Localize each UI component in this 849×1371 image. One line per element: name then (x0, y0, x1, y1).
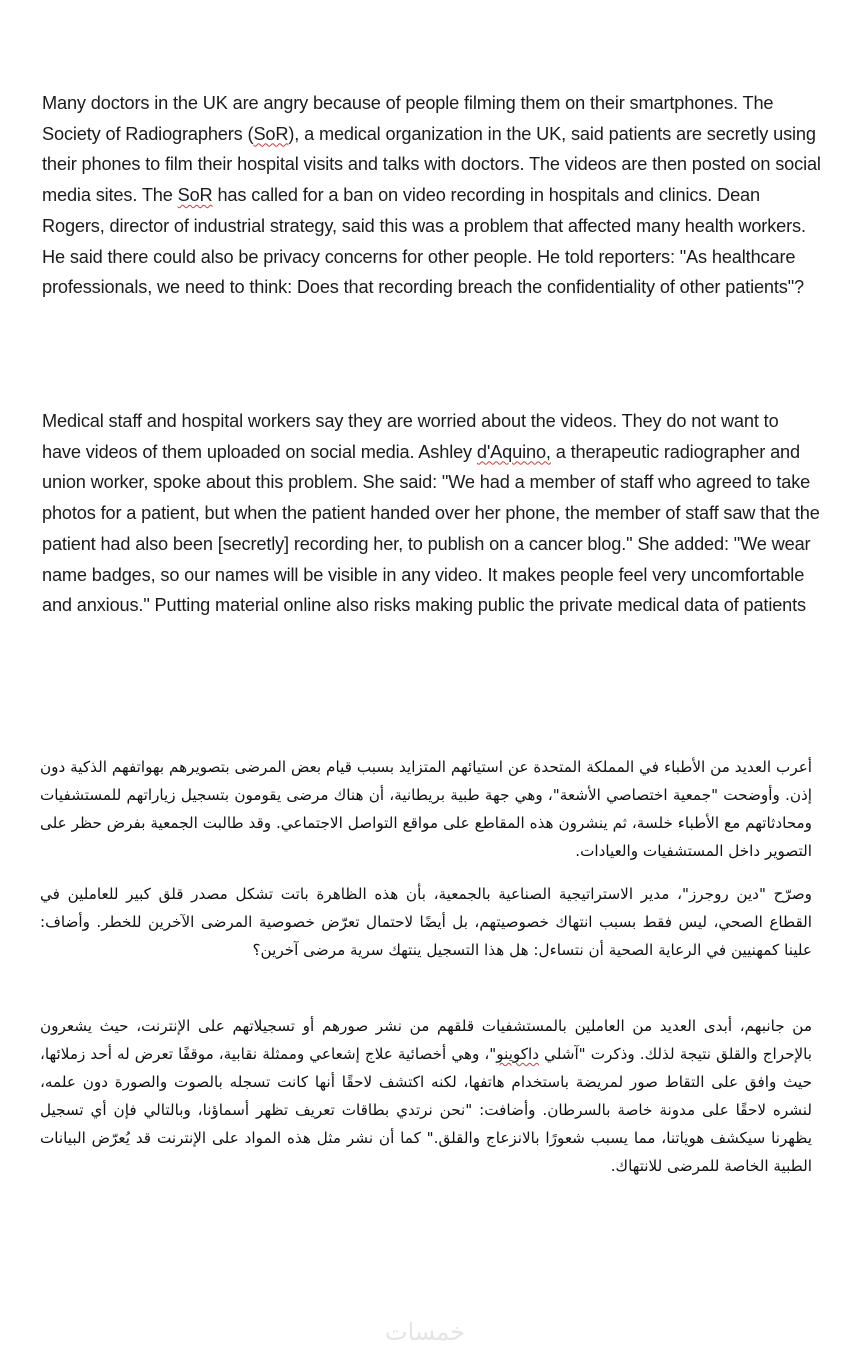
spellcheck-flagged-word[interactable]: SoR (177, 185, 213, 206)
arabic-paragraph-3 (40, 1012, 812, 1180)
text-run: Medical staff and hospital workers say they are worried about the videos. They do not want to have videos of them uploaded on social media. Ashley (42, 411, 779, 462)
text-run: "، وهي أخصائية علاج إشعاعي وممثلة نقابية، موقفًا تعرض له أحد زملائها، حيث وافق على التقاط صور لمريضة باستخدام هاتفها، لكنه اكتشف لاحقًا أنها كانت تسجله بالصوت والصورة دون علمه، لنشره لاحقًا على مدونة خاصة بالسرطان. وأضافت: "نحن نرتدي بطاقات تعريف تظهر أسماؤنا، وبالتالي فإن أي تسجيل يظهرنا سيكشف هوياتنا، مما يسبب شعورًا بالانزعاج والقلق." كما أن نشر مثل هذه المواد على الإنترنت قد يُعرّض البيانات الطبية الخاصة للمرضى للانتهاك. (40, 1045, 812, 1175)
arabic-paragraph-2: وصرّح "دين روجرز"، مدير الاستراتيجية الصناعية بالجمعية، بأن هذه الظاهرة باتت تشكل مصدر قلق كبير للعاملين في القطاع الصحي، ليس فقط بسبب انتهاك خصوصيتهم، بل أيضًا لاحتمال تعرّض خصوصية المرضى الآخرين للخطر. وأضاف: علينا كمهنيين في الرعاية الصحية أن نتساءل: هل هذا التسجيل ينتهك سرية مرضى آخرين؟ (40, 885, 812, 959)
text-run: ), a medical organization in the UK, said patients are secretly using their phones to film their hospital visits and talks with doctors. The videos are then posted on social media sites. The (42, 123, 821, 206)
watermark-logo: خمسات (384, 1318, 466, 1346)
arabic-paragraph-1: أعرب العديد من الأطباء في المملكة المتحدة عن استيائهم المتزايد بسبب قيام بعض المرضى بتصويرهم بهواتفهم الذكية دون إذن. وأوضحت "جمعية اختصاصي الأشعة"، وهي جهة طبية بريطانية، أن هناك مرضى يقومون بتسجيل زياراتهم للمستشفيات ومحادثاتهم مع الأطباء خلسة، ثم ينشرون هذه المقاطع على مواقع التواصل الاجتماعي. وقد طالبت الجمعية بفرض حظر على التصوير داخل المستشفيات والعيادات. (40, 758, 812, 860)
english-paragraph-1 (42, 88, 822, 303)
english-paragraph-2 (42, 406, 822, 621)
text-run: has called for a ban on video recording in hospitals and clinics. Dean Rogers, director of industrial strategy, said this was a problem that affected many health workers. He said there could also be privacy concerns for other people. He told reporters: "As healthcare professionals, we need to think: Does that recording breach the confidentiality of other patients"? (42, 185, 806, 298)
spellcheck-flagged-word[interactable]: داكوينو (496, 1045, 539, 1063)
text-run: a therapeutic radiographer and union worker, spoke about this problem. She said: "We had a member of staff who agreed to take photos for a patient, but when the patient handed over her phone, the member of staff saw that the patient had also been [secretly] recording her, to publish on a cancer blog." She added: "We wear name badges, so our names will be visible in any video. It makes people feel very uncomfortable and anxious." Putting material online also risks making public the private medical data of patients (42, 441, 820, 616)
text-run: من جانبهم، أبدى العديد من العاملين بالمستشفيات قلقهم من نشر صورهم أو تسجيلاتهم على الإنترنت، حيث يشعرون بالإحراج والقلق نتيجة لذلك. وذكرت "آشلي (40, 1017, 813, 1063)
spellcheck-flagged-word[interactable]: d'Aquino, (476, 441, 551, 462)
text-run: Many doctors in the UK are angry because of people filming them on their smartphones. The Society of Radiographers ( (42, 93, 774, 144)
spellcheck-flagged-word[interactable]: SoR (253, 123, 289, 144)
